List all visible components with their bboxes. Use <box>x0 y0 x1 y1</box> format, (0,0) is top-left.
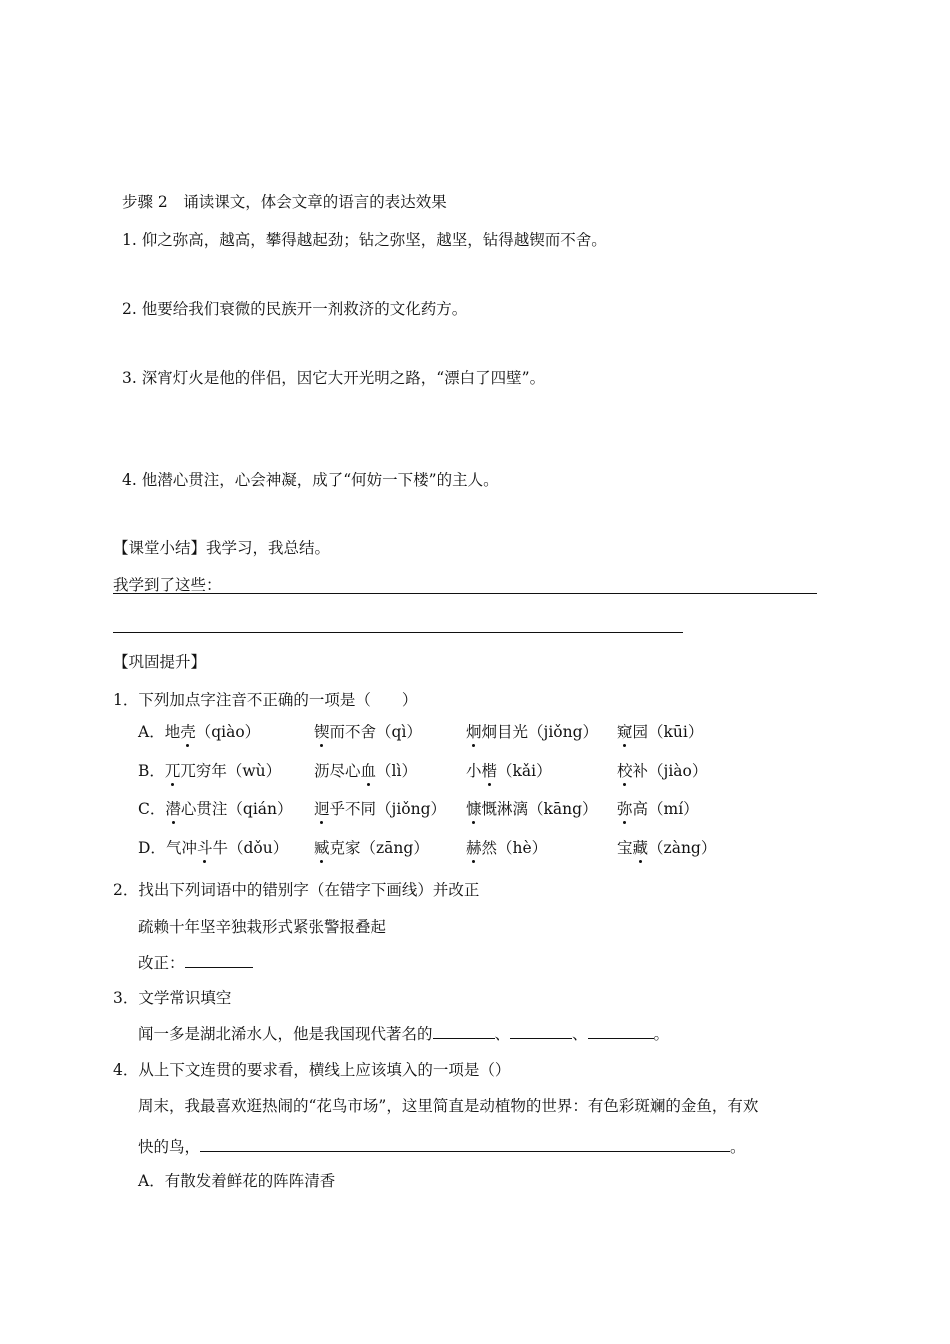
q2-stem: 2．找出下列词语中的错别字（在错字下画线）并改正 <box>113 881 480 899</box>
option-text: 乎不同（jiǒng） <box>329 800 447 818</box>
q1-option-c-2 <box>314 799 446 819</box>
q3-sep-2: 、 <box>572 1025 588 1043</box>
step2-item-1: 1. 仰之弥高，越高，攀得越起劲；钻之弥坚，越坚，钻得越锲而不舍。 <box>122 231 607 249</box>
dotted-character: 楷 <box>481 762 498 780</box>
dotted-character: 兀 <box>164 762 181 780</box>
q3-text: 闻一多是湖北浠水人，他是我国现代著名的 <box>138 1025 433 1043</box>
q4-option-a: A．有散发着鲜花的阵阵清香 <box>138 1172 336 1190</box>
dotted-character: 赫 <box>466 839 482 857</box>
q3-blank-1[interactable] <box>433 1024 495 1039</box>
q1-stem: 1．下列加点字注音不正确的一项是（ ） <box>113 691 418 709</box>
q4-line-2-text: 快的鸟， <box>138 1138 201 1156</box>
dotted-character: 炯 <box>466 723 482 741</box>
q2-fix-blank[interactable] <box>185 953 253 968</box>
q1-option-a-2 <box>314 722 422 742</box>
q1-option-label: C． <box>138 800 166 818</box>
q4-blank[interactable] <box>200 1137 730 1152</box>
dotted-character: 校 <box>617 762 633 780</box>
option-text: 心贯注（qián） <box>180 800 293 818</box>
option-text: 小 <box>466 762 482 780</box>
q1-option-d-2 <box>314 838 429 858</box>
q2-fix-line <box>138 953 253 973</box>
q2-fix-label: 改正： <box>138 954 185 972</box>
option-text: 慨淋漓（kāng） <box>481 800 598 818</box>
q4-end: 。 <box>730 1138 746 1156</box>
dotted-character: 斗 <box>196 839 213 857</box>
q2-words: 疏赖十年坚辛独栽形式紧张警报叠起 <box>138 918 387 936</box>
q1-option-c-3 <box>466 799 598 819</box>
step2-item-4: 4. 他潜心贯注，心会神凝，成了“何妨一下楼”的主人。 <box>122 471 499 489</box>
summary-underline-1 <box>113 593 817 594</box>
q3-blank-2[interactable] <box>510 1024 572 1039</box>
option-text: 炯目光（jiǒng） <box>481 723 599 741</box>
dotted-character: 迥 <box>314 800 330 818</box>
q1-option-c-4 <box>617 799 699 819</box>
option-text: 沥尽心 <box>314 762 361 780</box>
option-text: 牛（dǒu） <box>212 839 289 857</box>
option-text: （zàng） <box>648 839 717 857</box>
q1-option-b-4 <box>617 761 707 781</box>
q3-stem: 3．文学常识填空 <box>113 989 232 1007</box>
q1-option-b-2 <box>314 761 417 781</box>
option-text: （qiào） <box>195 723 261 741</box>
q3-end: 。 <box>653 1025 670 1043</box>
q1-option-a-4 <box>617 722 703 742</box>
option-text: 园（kūi） <box>632 723 704 741</box>
q3-sep-1: 、 <box>494 1025 511 1043</box>
q1-option-d-1 <box>138 838 288 858</box>
option-text: 气冲 <box>165 839 197 857</box>
dotted-character: 窥 <box>617 723 633 741</box>
step2-title: 步骤 2 诵读课文，体会文章的语言的表达效果 <box>122 193 447 211</box>
dotted-character: 锲 <box>314 723 330 741</box>
q4-line-2 <box>138 1137 746 1157</box>
q1-option-a-3 <box>466 722 598 742</box>
option-text: 宝 <box>617 839 633 857</box>
dotted-character: 壳 <box>180 723 196 741</box>
option-text: 然（hè） <box>481 839 548 857</box>
q4-stem: 4．从上下文连贯的要求看，横线上应该填入的一项是（） <box>113 1061 511 1079</box>
q1-option-b-3 <box>466 761 552 781</box>
q1-option-d-4 <box>617 838 716 858</box>
option-text: （lì） <box>376 762 417 780</box>
q1-option-b-1 <box>138 761 281 781</box>
dotted-character: 潜 <box>165 800 181 818</box>
dotted-character: 藏 <box>632 839 649 857</box>
consolidate-heading: 【巩固提升】 <box>113 653 207 671</box>
q1-option-label: A． <box>138 723 165 741</box>
dotted-character: 臧 <box>314 839 330 857</box>
q4-line-1: 周末，我最喜欢逛热闹的“花鸟市场”，这里简直是动植物的世界：有色彩斑斓的金鱼，有欢 <box>138 1097 759 1115</box>
summary-heading: 【课堂小结】我学习，我总结。 <box>113 539 331 557</box>
option-text: 而不舍（qì） <box>329 723 422 741</box>
step2-item-3: 3. 深宵灯火是他的伴侣，因它大开光明之路，“漂白了四壁”。 <box>122 369 546 387</box>
summary-prompt: 我学到了这些： <box>113 576 222 594</box>
step2-item-2: 2. 他要给我们衰微的民族开一剂救济的文化药方。 <box>122 300 468 318</box>
q1-option-c-1 <box>138 799 293 819</box>
summary-underline-2 <box>113 632 683 633</box>
q1-option-label: D． <box>138 839 166 857</box>
q1-option-label: B． <box>138 762 165 780</box>
option-text: 地 <box>164 723 181 741</box>
option-text: 克家（zāng） <box>329 839 429 857</box>
dotted-character: 慷 <box>466 800 482 818</box>
option-text: 兀穷年（wù） <box>180 762 282 780</box>
option-text: 高（mí） <box>632 800 699 818</box>
option-text: 补（jiào） <box>632 762 708 780</box>
dotted-character: 血 <box>360 762 377 780</box>
option-text: （kǎi） <box>497 762 552 780</box>
q3-blank-3[interactable] <box>588 1024 654 1039</box>
q1-option-d-3 <box>466 838 547 858</box>
dotted-character: 弥 <box>617 800 633 818</box>
q3-text-line <box>138 1024 669 1044</box>
q1-option-a-1 <box>138 722 260 742</box>
